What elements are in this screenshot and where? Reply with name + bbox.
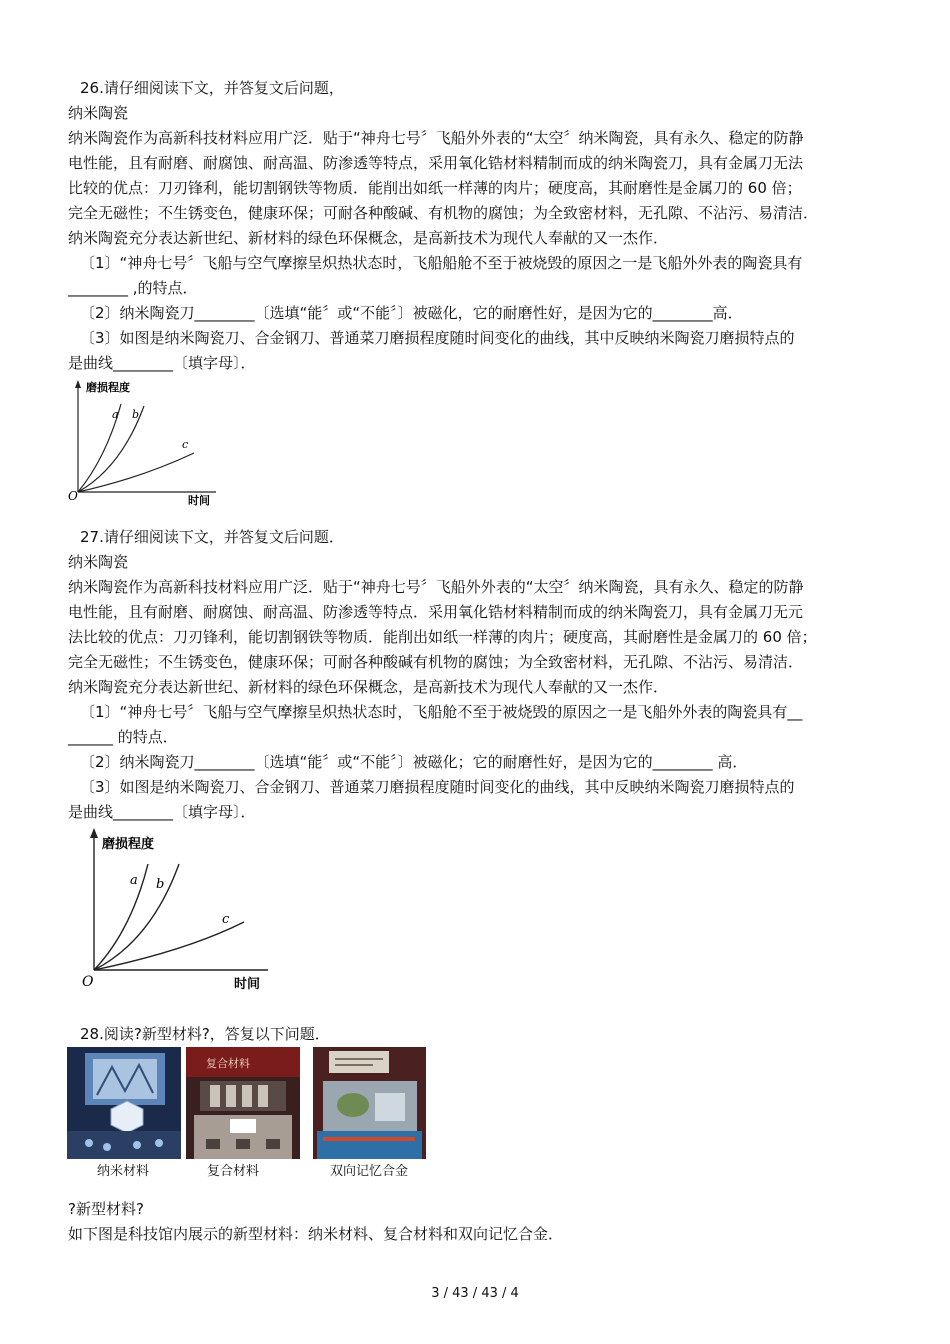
photo-nano-materials — [67, 1047, 181, 1159]
q27-wear-graph — [76, 826, 276, 998]
curve-b-label: b — [156, 877, 165, 892]
q26-question-1: 〔1〕“神舟七号〞飞船与空气摩擦呈炽热状态时，飞船船舱不至于被烧毁的原因之一是飞船外外表的陶瓷具有 — [80, 254, 803, 272]
q26-heading: 纳米陶瓷 — [68, 104, 129, 122]
q27-paragraph-line: 法比较的优点：刀刃锋利，能切割钢铁等物质．能削出如纸一样薄的肉片；硬度高，其耐磨性是金属刀的 60 倍； — [68, 628, 817, 646]
q27-title: 27.请仔细阅读下文，并答复文后问题． — [80, 528, 344, 546]
q27-paragraph-line: 完全无磁性；不生锈变色，健康环保；可耐各种酸碱有机物的腐蚀；为全致密材料，无孔隙、不沾污、易清洁． — [68, 653, 804, 671]
q26-paragraph-line: 完全无磁性；不生锈变色，健康环保；可耐各种酸碱、有机物的腐蚀；为全致密材料，无孔隙、不沾污、易清洁． — [68, 204, 819, 222]
origin-label: O — [82, 974, 94, 990]
exhibit-sign-text: 复合材料 — [206, 1057, 250, 1070]
q28-subtitle: ?新型材料? — [68, 1200, 144, 1218]
q27-question-1: 〔1〕“神舟七号〞飞船与空气摩擦呈炽热状态时，飞船舱不至于被烧毁的原因之一是飞船外外表的陶瓷具有__ — [80, 703, 803, 721]
q28-title: 28.阅读?新型材料?，答复以下问题． — [80, 1025, 330, 1043]
q27-question-3: 〔3〕如图是纳米陶瓷刀、合金钢刀、普通菜刀磨损程度随时间变化的曲线，其中反映纳米陶瓷刀磨损特点的 — [80, 778, 795, 796]
q27-paragraph-line: 纳米陶瓷作为高新科技材料应用广泛．贴于“神舟七号〞飞船外外表的“太空〞纳米陶瓷，具有永久、稳定的防静 — [68, 578, 804, 596]
curve-c-label: c — [182, 438, 189, 451]
q26-title: 26.请仔细阅读下文，并答复文后问题， — [80, 79, 344, 97]
origin-label: O — [68, 489, 78, 503]
page-number: 3 / 43 / 43 / 4 — [431, 1286, 519, 1301]
y-axis-arrow — [90, 828, 98, 838]
curve-c — [94, 922, 244, 970]
q26-paragraph-line: 纳米陶瓷作为高新科技材料应用广泛．贴于“神舟七号〞飞船外外表的“太空〞纳米陶瓷，具有永久、稳定的防静 — [68, 129, 804, 147]
q28-text: 如下图是科技馆内展示的新型材料：纳米材料、复合材料和双向记忆合金． — [68, 1225, 564, 1243]
caption-nano-materials: 纳米材料 — [97, 1164, 150, 1179]
curve-c — [78, 453, 194, 492]
q26-wear-graph — [66, 378, 226, 510]
q26-question-2: 〔2〕纳米陶瓷刀________〔选填“能〞或“不能〞〕被磁化，它的耐磨性好，是因为它的________高． — [80, 304, 743, 322]
q26-paragraph-line: 电性能，且有耐磨、耐腐蚀、耐高温、防渗透等特点，采用氧化锆材料精制而成的纳米陶瓷刀，具有金属刀无法 — [68, 154, 804, 172]
caption-memory-alloy: 双向记忆合金 — [330, 1164, 409, 1179]
y-axis-label: 磨损程度 — [102, 837, 155, 852]
curve-a — [94, 864, 148, 970]
photo-memory-alloy — [313, 1047, 426, 1159]
q27-heading: 纳米陶瓷 — [68, 553, 129, 571]
q27-question-3-cont: 是曲线________〔填字母〕． — [68, 803, 256, 821]
curve-c-label: c — [222, 912, 230, 927]
x-axis-label: 时间 — [188, 494, 210, 507]
q26-question-3: 〔3〕如图是纳米陶瓷刀、合金钢刀、普通菜刀磨损程度随时间变化的曲线，其中反映纳米陶瓷刀磨损特点的 — [80, 329, 795, 347]
x-axis-label: 时间 — [234, 977, 261, 992]
q26-question-1-cont: ________ ,的特点． — [68, 279, 198, 297]
q26-paragraph-line: 纳米陶瓷充分表达新世纪、新材料的绿色环保概念，是高新技术为现代人奉献的又一杰作． — [68, 229, 669, 247]
y-axis-arrow — [75, 380, 81, 388]
curve-b-label: b — [132, 408, 140, 421]
caption-composite-materials: 复合材料 — [207, 1164, 260, 1179]
q26-paragraph-line: 比较的优点：刀刃锋利，能切割钢铁等物质．能削出如纸一样薄的肉片；硬度高，其耐磨性是金属刀的 60 倍； — [68, 179, 802, 197]
curve-a-label: a — [112, 408, 119, 421]
y-axis-label: 磨损程度 — [86, 381, 130, 394]
curve-a-label: a — [130, 873, 138, 888]
q27-paragraph-line: 电性能，且有耐磨、耐腐蚀、耐高温、防渗透等特点．采用氧化锆材料精制而成的纳米陶瓷刀，具有金属刀无元 — [68, 603, 804, 621]
q26-question-3-cont: 是曲线________〔填字母〕． — [68, 354, 256, 372]
q27-question-2: 〔2〕纳米陶瓷刀________〔选填“能〞或“不能〞〕被磁化；它的耐磨性好，是因为它的________ 高． — [80, 753, 748, 771]
q27-paragraph-line: 纳米陶瓷充分表达新世纪、新材料的绿色环保概念，是高新技术为现代人奉献的又一杰作． — [68, 678, 669, 696]
photo-composite-materials — [186, 1047, 300, 1159]
q27-question-1-cont: ______ 的特点． — [68, 728, 178, 746]
